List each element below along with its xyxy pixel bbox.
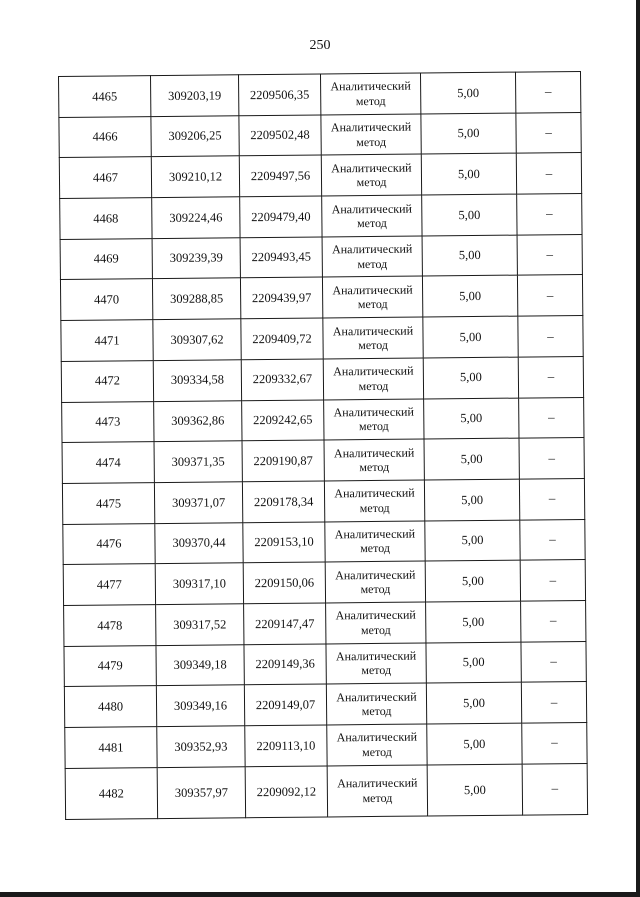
point-number-cell: 4475 — [62, 482, 154, 524]
point-number-cell: 4468 — [60, 198, 152, 240]
point-number-cell: 4474 — [62, 442, 154, 484]
accuracy-cell: 5,00 — [422, 194, 517, 236]
x-coordinate-cell: 309371,35 — [154, 441, 242, 483]
y-coordinate-cell: 2209242,65 — [242, 399, 324, 440]
note-cell: – — [522, 763, 587, 815]
point-number-cell: 4469 — [60, 238, 152, 280]
y-coordinate-cell: 2209439,97 — [240, 277, 322, 318]
note-cell: – — [522, 722, 587, 763]
y-coordinate-cell: 2209092,12 — [245, 766, 327, 818]
accuracy-cell: 5,00 — [427, 723, 522, 765]
point-number-cell: 4466 — [59, 116, 151, 158]
table-row — [63, 519, 585, 565]
note-cell: – — [521, 641, 586, 682]
point-number-cell: 4478 — [64, 605, 156, 647]
method-cell: Аналитический метод — [324, 439, 424, 481]
point-number-cell: 4480 — [64, 686, 156, 728]
y-coordinate-cell: 2209149,36 — [244, 644, 326, 685]
point-number-cell: 4477 — [63, 564, 155, 606]
y-coordinate-cell: 2209113,10 — [245, 725, 327, 766]
x-coordinate-cell: 309203,19 — [151, 75, 239, 117]
y-coordinate-cell: 2209149,07 — [244, 684, 326, 725]
note-cell: – — [519, 478, 584, 519]
method-cell: Аналитический метод — [320, 73, 420, 115]
accuracy-cell: 5,00 — [425, 560, 520, 602]
point-number-cell: 4467 — [59, 157, 151, 199]
note-cell: – — [517, 194, 582, 235]
x-coordinate-cell: 309317,52 — [156, 604, 244, 646]
method-cell: Аналитический метод — [321, 114, 421, 156]
x-coordinate-cell: 309239,39 — [152, 238, 240, 280]
note-cell: – — [516, 112, 581, 153]
table-row — [64, 600, 586, 646]
table-row — [59, 112, 581, 158]
table-row — [63, 560, 585, 606]
table-row — [65, 763, 587, 819]
note-cell: – — [520, 560, 585, 601]
note-cell: – — [519, 438, 584, 479]
note-cell: – — [521, 600, 586, 641]
accuracy-cell: 5,00 — [423, 316, 518, 358]
note-cell: – — [515, 71, 580, 112]
accuracy-cell: 5,00 — [423, 357, 518, 399]
point-number-cell: 4472 — [61, 360, 153, 402]
x-coordinate-cell: 309288,85 — [152, 278, 240, 320]
method-cell: Аналитический метод — [323, 317, 423, 359]
table-row — [60, 275, 582, 321]
y-coordinate-cell: 2209147,47 — [244, 603, 326, 644]
table-row — [61, 316, 583, 362]
method-cell: Аналитический метод — [322, 236, 422, 278]
point-number-cell: 4473 — [62, 401, 154, 443]
point-number-cell: 4481 — [65, 727, 157, 769]
accuracy-cell: 5,00 — [421, 113, 516, 155]
note-cell: – — [517, 234, 582, 275]
table-row — [64, 682, 586, 728]
table-row — [62, 438, 584, 484]
point-number-cell: 4471 — [61, 320, 153, 362]
method-cell: Аналитический метод — [326, 683, 426, 725]
scan-border-right — [636, 0, 640, 897]
point-number-cell: 4482 — [65, 767, 157, 819]
coordinates-table — [58, 71, 588, 820]
x-coordinate-cell: 309206,25 — [151, 115, 239, 157]
note-cell: – — [519, 397, 584, 438]
method-cell: Аналитический метод — [327, 765, 427, 817]
method-cell: Аналитический метод — [324, 399, 424, 441]
note-cell: – — [518, 316, 583, 357]
table-row — [61, 356, 583, 402]
accuracy-cell: 5,00 — [422, 276, 517, 318]
x-coordinate-cell: 309349,16 — [156, 685, 244, 727]
accuracy-cell: 5,00 — [424, 479, 519, 521]
method-cell: Аналитический метод — [325, 561, 425, 603]
y-coordinate-cell: 2209153,10 — [243, 522, 325, 563]
x-coordinate-cell: 309370,44 — [155, 522, 243, 564]
table-row — [59, 153, 581, 199]
table-row — [65, 722, 587, 768]
table-row — [62, 478, 584, 524]
x-coordinate-cell: 309317,10 — [155, 563, 243, 605]
y-coordinate-cell: 2209190,87 — [242, 440, 324, 481]
method-cell: Аналитический метод — [327, 724, 427, 766]
method-cell: Аналитический метод — [325, 521, 425, 563]
accuracy-cell: 5,00 — [426, 601, 521, 643]
x-coordinate-cell: 309362,86 — [154, 400, 242, 442]
point-number-cell: 4470 — [60, 279, 152, 321]
note-cell: – — [517, 275, 582, 316]
y-coordinate-cell: 2209506,35 — [238, 74, 320, 115]
accuracy-cell: 5,00 — [424, 438, 519, 480]
table-row — [60, 234, 582, 280]
x-coordinate-cell: 309349,18 — [156, 644, 244, 686]
x-coordinate-cell: 309307,62 — [153, 319, 241, 361]
method-cell: Аналитический метод — [322, 276, 422, 318]
table-row — [62, 397, 584, 443]
x-coordinate-cell: 309352,93 — [157, 726, 245, 768]
accuracy-cell: 5,00 — [424, 398, 519, 440]
table-row — [64, 641, 586, 687]
y-coordinate-cell: 2209479,40 — [240, 196, 322, 237]
y-coordinate-cell: 2209497,56 — [239, 155, 321, 196]
method-cell: Аналитический метод — [324, 480, 424, 522]
note-cell: – — [521, 682, 586, 723]
method-cell: Аналитический метод — [322, 195, 422, 237]
accuracy-cell: 5,00 — [425, 520, 520, 562]
x-coordinate-cell: 309357,97 — [157, 766, 245, 818]
point-number-cell: 4479 — [64, 645, 156, 687]
method-cell: Аналитический метод — [326, 602, 426, 644]
accuracy-cell: 5,00 — [427, 764, 522, 816]
y-coordinate-cell: 2209493,45 — [240, 237, 322, 278]
point-number-cell: 4476 — [63, 523, 155, 565]
y-coordinate-cell: 2209150,06 — [243, 562, 325, 603]
accuracy-cell: 5,00 — [426, 682, 521, 724]
method-cell: Аналитический метод — [326, 643, 426, 685]
x-coordinate-cell: 309334,58 — [153, 360, 241, 402]
method-cell: Аналитический метод — [323, 358, 423, 400]
accuracy-cell: 5,00 — [421, 153, 516, 195]
y-coordinate-cell: 2209332,67 — [241, 359, 323, 400]
y-coordinate-cell: 2209178,34 — [242, 481, 324, 522]
y-coordinate-cell: 2209409,72 — [241, 318, 323, 359]
note-cell: – — [518, 356, 583, 397]
x-coordinate-cell: 309224,46 — [152, 197, 240, 239]
point-number-cell: 4465 — [59, 76, 151, 118]
note-cell: – — [516, 153, 581, 194]
x-coordinate-cell: 309210,12 — [151, 156, 239, 198]
note-cell: – — [520, 519, 585, 560]
y-coordinate-cell: 2209502,48 — [239, 115, 321, 156]
table-row — [59, 71, 581, 117]
coordinates-table-body — [59, 71, 588, 819]
table-row — [60, 194, 582, 240]
accuracy-cell: 5,00 — [420, 72, 515, 114]
page-number: 250 — [309, 38, 331, 53]
accuracy-cell: 5,00 — [422, 235, 517, 277]
accuracy-cell: 5,00 — [426, 642, 521, 684]
x-coordinate-cell: 309371,07 — [154, 482, 242, 524]
scan-border-bottom — [0, 892, 640, 897]
method-cell: Аналитический метод — [321, 154, 421, 196]
